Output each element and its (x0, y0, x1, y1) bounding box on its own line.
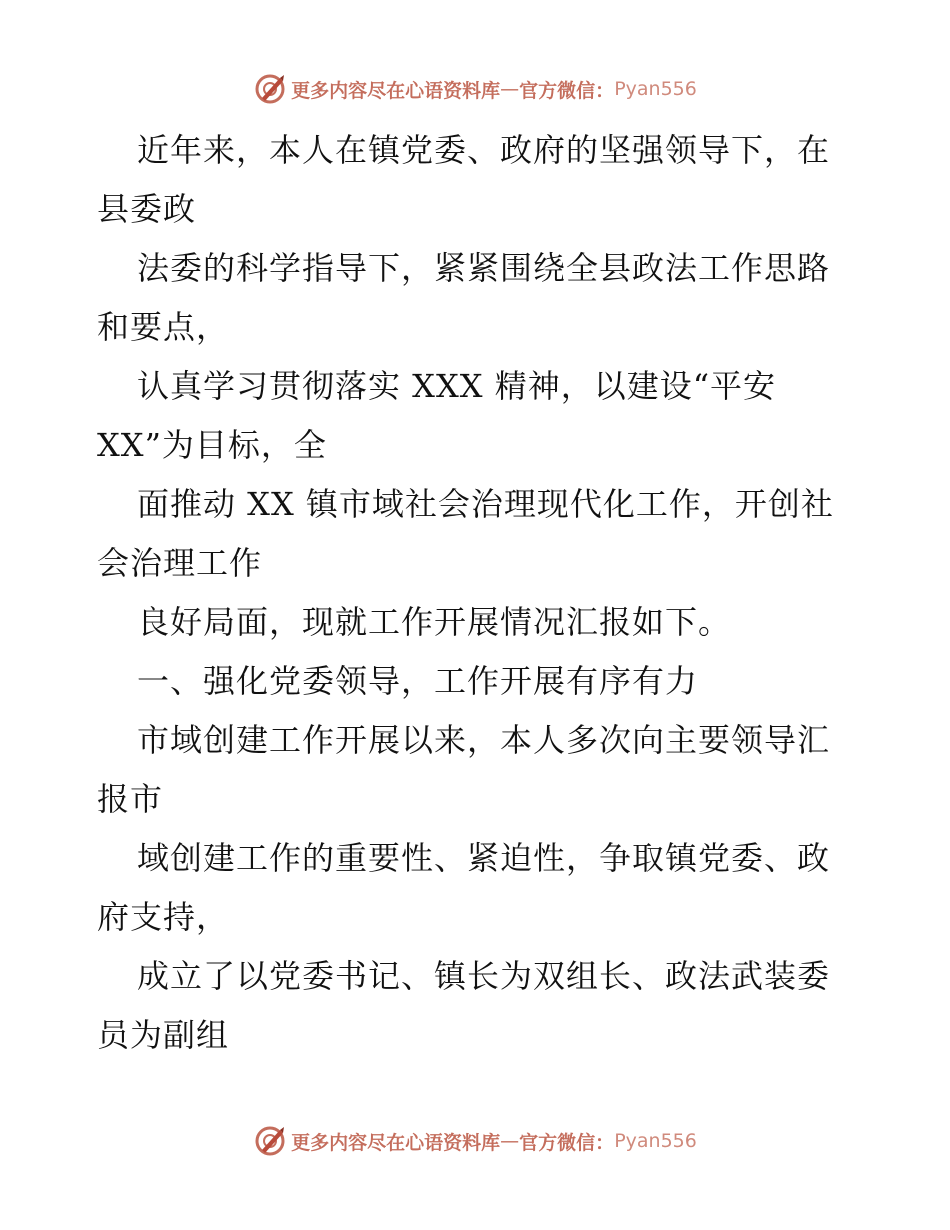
text-line: 良好局面，现就工作开展情况汇报如下。 (137, 603, 732, 641)
quill-logo-icon (253, 72, 287, 106)
text-line: 和要点， (97, 308, 230, 346)
document-body (97, 121, 857, 1065)
text-line: 员为副组 (97, 1016, 230, 1054)
text-line: 会治理工作 (97, 544, 263, 582)
text-line: 域创建工作的重要性、紧迫性，争取镇党委、政 (137, 839, 831, 877)
text-line: 报市 (97, 780, 164, 818)
text-line: 面推动 XX 镇市域社会治理现代化工作，开创社 (137, 485, 834, 523)
banner-wechat-label: 官方微信： (519, 1131, 615, 1154)
footer-banner (0, 1124, 950, 1158)
section-heading: 一、强化党委领导，工作开展有序有力 (137, 662, 699, 700)
banner-wechat-id: Pyan556 (614, 78, 697, 100)
quill-logo-icon (253, 1124, 287, 1158)
banner-dash: — (500, 1130, 520, 1152)
banner-wechat-label: 官方微信： (519, 79, 615, 102)
banner-main-text: 更多内容尽在心语资料库 (291, 79, 501, 102)
text-line: 成立了以党委书记、镇长为双组长、政法武装委 (137, 957, 831, 995)
text-line: 市域创建工作开展以来，本人多次向主要领导汇 (137, 721, 831, 759)
text-line: 近年来，本人在镇党委、政府的坚强领导下，在 (137, 131, 831, 169)
header-banner (0, 72, 950, 106)
text-line: 法委的科学指导下，紧紧围绕全县政法工作思路 (137, 249, 831, 287)
banner-wechat-id: Pyan556 (614, 1130, 697, 1152)
text-line: 认真学习贯彻落实 XXX 精神，以建设“平安 (137, 367, 777, 405)
banner-main-text: 更多内容尽在心语资料库 (291, 1131, 501, 1154)
banner-dash: — (500, 78, 520, 100)
text-line: XX”为目标，全 (97, 426, 327, 464)
text-line: 县委政 (97, 190, 197, 228)
text-line: 府支持， (97, 898, 230, 936)
